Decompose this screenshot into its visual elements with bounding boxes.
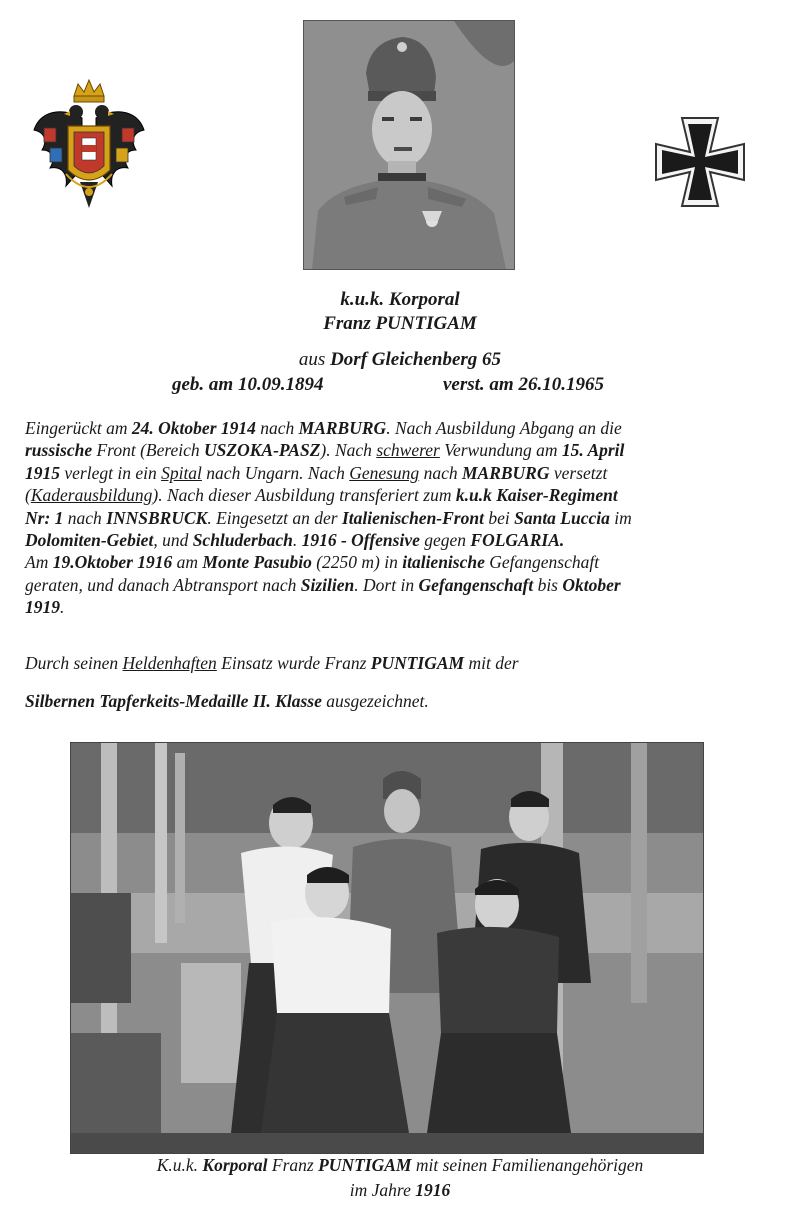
text-run: versetzt [549, 462, 608, 483]
biography-line [25, 484, 785, 506]
biography-line [25, 529, 785, 551]
text-run: Gefangenschaft [418, 574, 534, 595]
text-run: PUNTIGAM [318, 1155, 412, 1175]
text-run: ). Nach [320, 440, 377, 461]
text-run: Sizilien [300, 574, 355, 595]
text-run: 1915 [25, 462, 60, 483]
birth-date: geb. am 10.09.1894 [172, 374, 324, 395]
text-run: 19.Oktober 1916 [52, 552, 173, 573]
text-run: Schluderbach [192, 530, 293, 551]
text-run: italienische [402, 552, 485, 573]
text-run: Eingerückt am [25, 418, 132, 438]
text-run: nach [255, 418, 299, 438]
text-run: schwerer [376, 440, 440, 461]
text-run: Verwundung am [439, 440, 562, 461]
biography-line [25, 417, 785, 439]
text-run: Italienischen-Front [341, 507, 484, 528]
text-run: mit der [464, 653, 519, 673]
text-run: MARBURG [461, 462, 550, 483]
text-run: Genesung [349, 462, 420, 483]
text-run: im [609, 507, 632, 528]
text-run: Dolomiten-Gebiet [25, 530, 154, 551]
death-date: verst. am 26.10.1965 [443, 374, 604, 395]
caption-year-prefix: im Jahre [349, 1180, 416, 1200]
text-run: Oktober [562, 574, 621, 595]
iron-cross-icon [652, 114, 748, 210]
text-run: nach Ungarn. Nach [201, 462, 350, 483]
text-run: Einsatz wurde Franz [216, 653, 371, 673]
text-run: Am [25, 552, 53, 573]
biography-line [25, 462, 785, 484]
text-run: USZOKA-PASZ [204, 440, 321, 461]
text-run: Gefangenschaft [484, 552, 600, 573]
text-run: Heldenhaften [122, 653, 217, 673]
biography-paragraph [25, 417, 785, 619]
text-run: MARBURG [298, 418, 387, 438]
text-run: , und [153, 530, 193, 551]
text-run: 24. Oktober 1914 [131, 418, 256, 438]
caption-year: 1916 [415, 1180, 451, 1200]
rank-title: k.u.k. Korporal [340, 289, 460, 310]
text-run: geraten, und danach Abtransport nach [25, 574, 301, 595]
origin-place: Dorf Gleichenberg 65 [330, 349, 502, 370]
text-run: . Eingesetzt an der [207, 507, 342, 528]
biography-line [25, 507, 785, 529]
medal-paragraph [25, 691, 429, 712]
text-run: Franz [267, 1155, 319, 1175]
text-run: russische [25, 440, 93, 461]
photo-caption-line2 [0, 1180, 800, 1201]
text-run: Kaderausbildung [30, 485, 153, 506]
text-run: Spital [161, 462, 202, 483]
text-run: Front (Bereich [92, 440, 205, 461]
biography-line [25, 596, 785, 618]
heroism-paragraph [25, 653, 519, 674]
text-run: bei [483, 507, 515, 528]
text-run: Santa Luccia [514, 507, 610, 528]
text-run: (2250 m) in [311, 552, 403, 573]
family-group-photo [70, 742, 704, 1154]
text-run: ausgezeichnet. [321, 691, 429, 711]
origin-line [0, 349, 800, 371]
origin-prefix: aus [298, 349, 326, 370]
coat-of-arms-icon [30, 78, 148, 218]
text-run: 15. April [561, 440, 625, 461]
text-run: nach [419, 462, 462, 483]
text-run: gegen [419, 530, 471, 551]
text-run: 1916 - Offensive [301, 530, 420, 551]
text-run: ). Nach dieser Ausbildung transferiert zum [152, 485, 456, 506]
text-run: verlegt in ein [60, 462, 162, 483]
text-run: Monte Pasubio [202, 552, 312, 573]
text-run: Durch seinen [25, 653, 123, 673]
portrait-photo [303, 20, 515, 270]
text-run: FOLGARIA. [470, 530, 565, 551]
photo-caption-line1 [0, 1155, 800, 1176]
text-run: am [172, 552, 203, 573]
text-run: . Dort in [354, 574, 419, 595]
text-run: bis [533, 574, 563, 595]
text-run: k.u.k Kaiser-Regiment [455, 485, 618, 506]
text-run: mit seinen Familienangehörigen [411, 1155, 644, 1175]
text-run: . [292, 530, 302, 551]
text-run: . Nach Ausbildung Abgang an die [386, 418, 622, 438]
text-run: Korporal [202, 1155, 268, 1175]
text-run: INNSBRUCK [106, 507, 208, 528]
text-run: ( [25, 485, 31, 506]
text-run: Silbernen Tapferkeits-Medaille II. Klasse [25, 691, 322, 711]
biography-line [25, 551, 785, 573]
person-name: Franz PUNTIGAM [323, 313, 477, 334]
text-run: Nr: 1 [25, 507, 64, 528]
text-run: PUNTIGAM [370, 653, 465, 673]
biography-line [25, 574, 785, 596]
biography-line [25, 439, 785, 461]
text-run: nach [63, 507, 107, 528]
text-run: 1919 [25, 597, 60, 618]
text-run: K.u.k. [156, 1155, 203, 1175]
text-run: . [60, 597, 65, 618]
